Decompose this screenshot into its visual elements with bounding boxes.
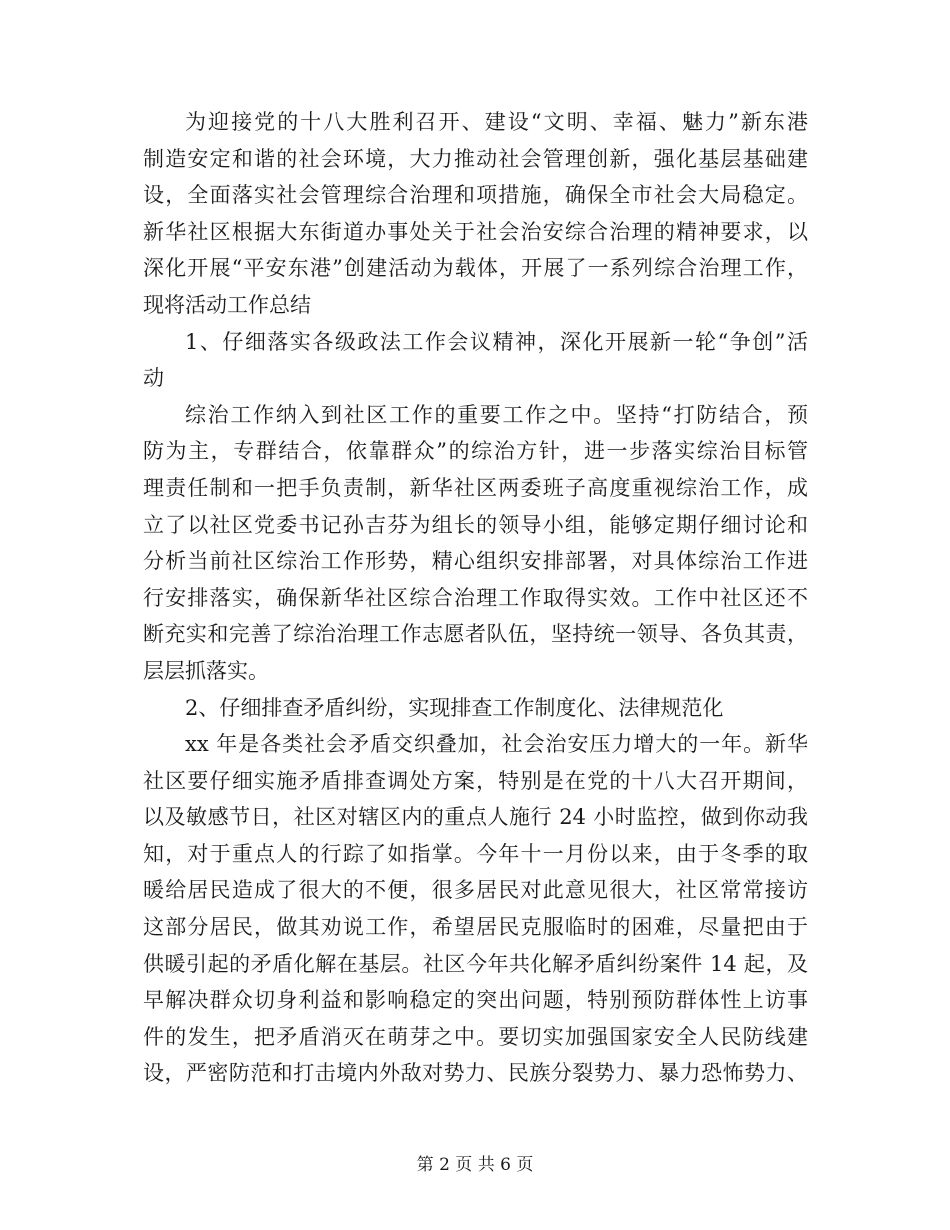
text-line: 为迎接党的十八大胜利召开、建设“文明、幸福、魅力”新东港 [185,110,808,134]
text-line: 现将活动工作总结 [143,292,311,317]
section-heading-2 [143,690,808,727]
page-number-footer: 第 2 页 共 6 页 [416,1155,534,1175]
text-line: 知，对于重点人的行踪了如指掌。今年十一月份以来，由于冬季的取 [143,841,808,866]
text-line: 1、仔细落实各级政法工作会议精神，深化开展新一轮“争创”活 [185,329,808,354]
text-line: 以及敏感节日，社区对辖区内的重点人施行 24 小时监控，做到你动我 [143,805,808,830]
text-line: 设，严密防范和打击境内外敌对势力、民族分裂势力、暴力恐怖势力、 [143,1061,808,1086]
section-heading-1 [143,324,808,397]
text-line: 社区要仔细实施矛盾排查调处方案，特别是在党的十八大召开期间， [143,768,808,793]
text-line: 2、仔细排查矛盾纠纷，实现排查工作制度化、法律规范化 [185,695,724,720]
text-line: 制造安定和谐的社会环境，大力推动社会管理创新，强化基层基础建 [143,146,808,171]
text-line: 立了以社区党委书记孙吉芬为组长的领导小组，能够定期仔细讨论和 [143,512,808,537]
text-line: 早解决群众切身利益和影响稳定的突出问题，特别预防群体性上访事 [143,988,808,1013]
text-line: 这部分居民，做其劝说工作，希望居民克服临时的困难，尽量把由于 [143,915,808,940]
document-body [143,104,808,1092]
text-line: 供暖引起的矛盾化解在基层。社区今年共化解矛盾纠纷案件 14 起，及 [143,951,808,976]
paragraph-section-2 [143,726,808,1092]
text-line: 理责任制和一把手负责制，新华社区两委班子高度重视综治工作，成 [143,475,808,500]
text-line: 件的发生，把矛盾消灭在萌芽之中。要切实加强国家安全人民防线建 [143,1024,808,1049]
text-line: 断充实和完善了综治治理工作志愿者队伍，坚持统一领导、各负其责， [143,622,808,647]
text-line: 动 [143,366,164,391]
text-line: 层层抓落实。 [143,658,269,683]
text-line: 行安排落实，确保新华社区综合治理工作取得实效。工作中社区还不 [143,585,808,610]
text-line: 设，全面落实社会管理综合治理和项措施，确保全市社会大局稳定。 [143,183,808,208]
paragraph-intro [143,104,808,324]
paragraph-section-1 [143,397,808,690]
text-line: 暖给居民造成了很大的不便，很多居民对此意见很大，社区常常接访 [143,878,808,903]
text-line: 深化开展“平安东港”创建活动为载体，开展了一系列综合治理工作， [143,256,808,281]
text-line: 防为主，专群结合，依靠群众”的综治方针，进一步落实综治目标管 [143,439,808,464]
text-line: 综治工作纳入到社区工作的重要工作之中。坚持“打防结合，预 [185,402,808,427]
text-line: xx 年是各类社会矛盾交织叠加，社会治安压力增大的一年。新华 [185,732,808,757]
text-line: 分析当前社区综治工作形势，精心组织安排部署，对具体综治工作进 [143,549,808,574]
text-line: 新华社区根据大东街道办事处关于社会治安综合治理的精神要求，以 [143,219,808,244]
